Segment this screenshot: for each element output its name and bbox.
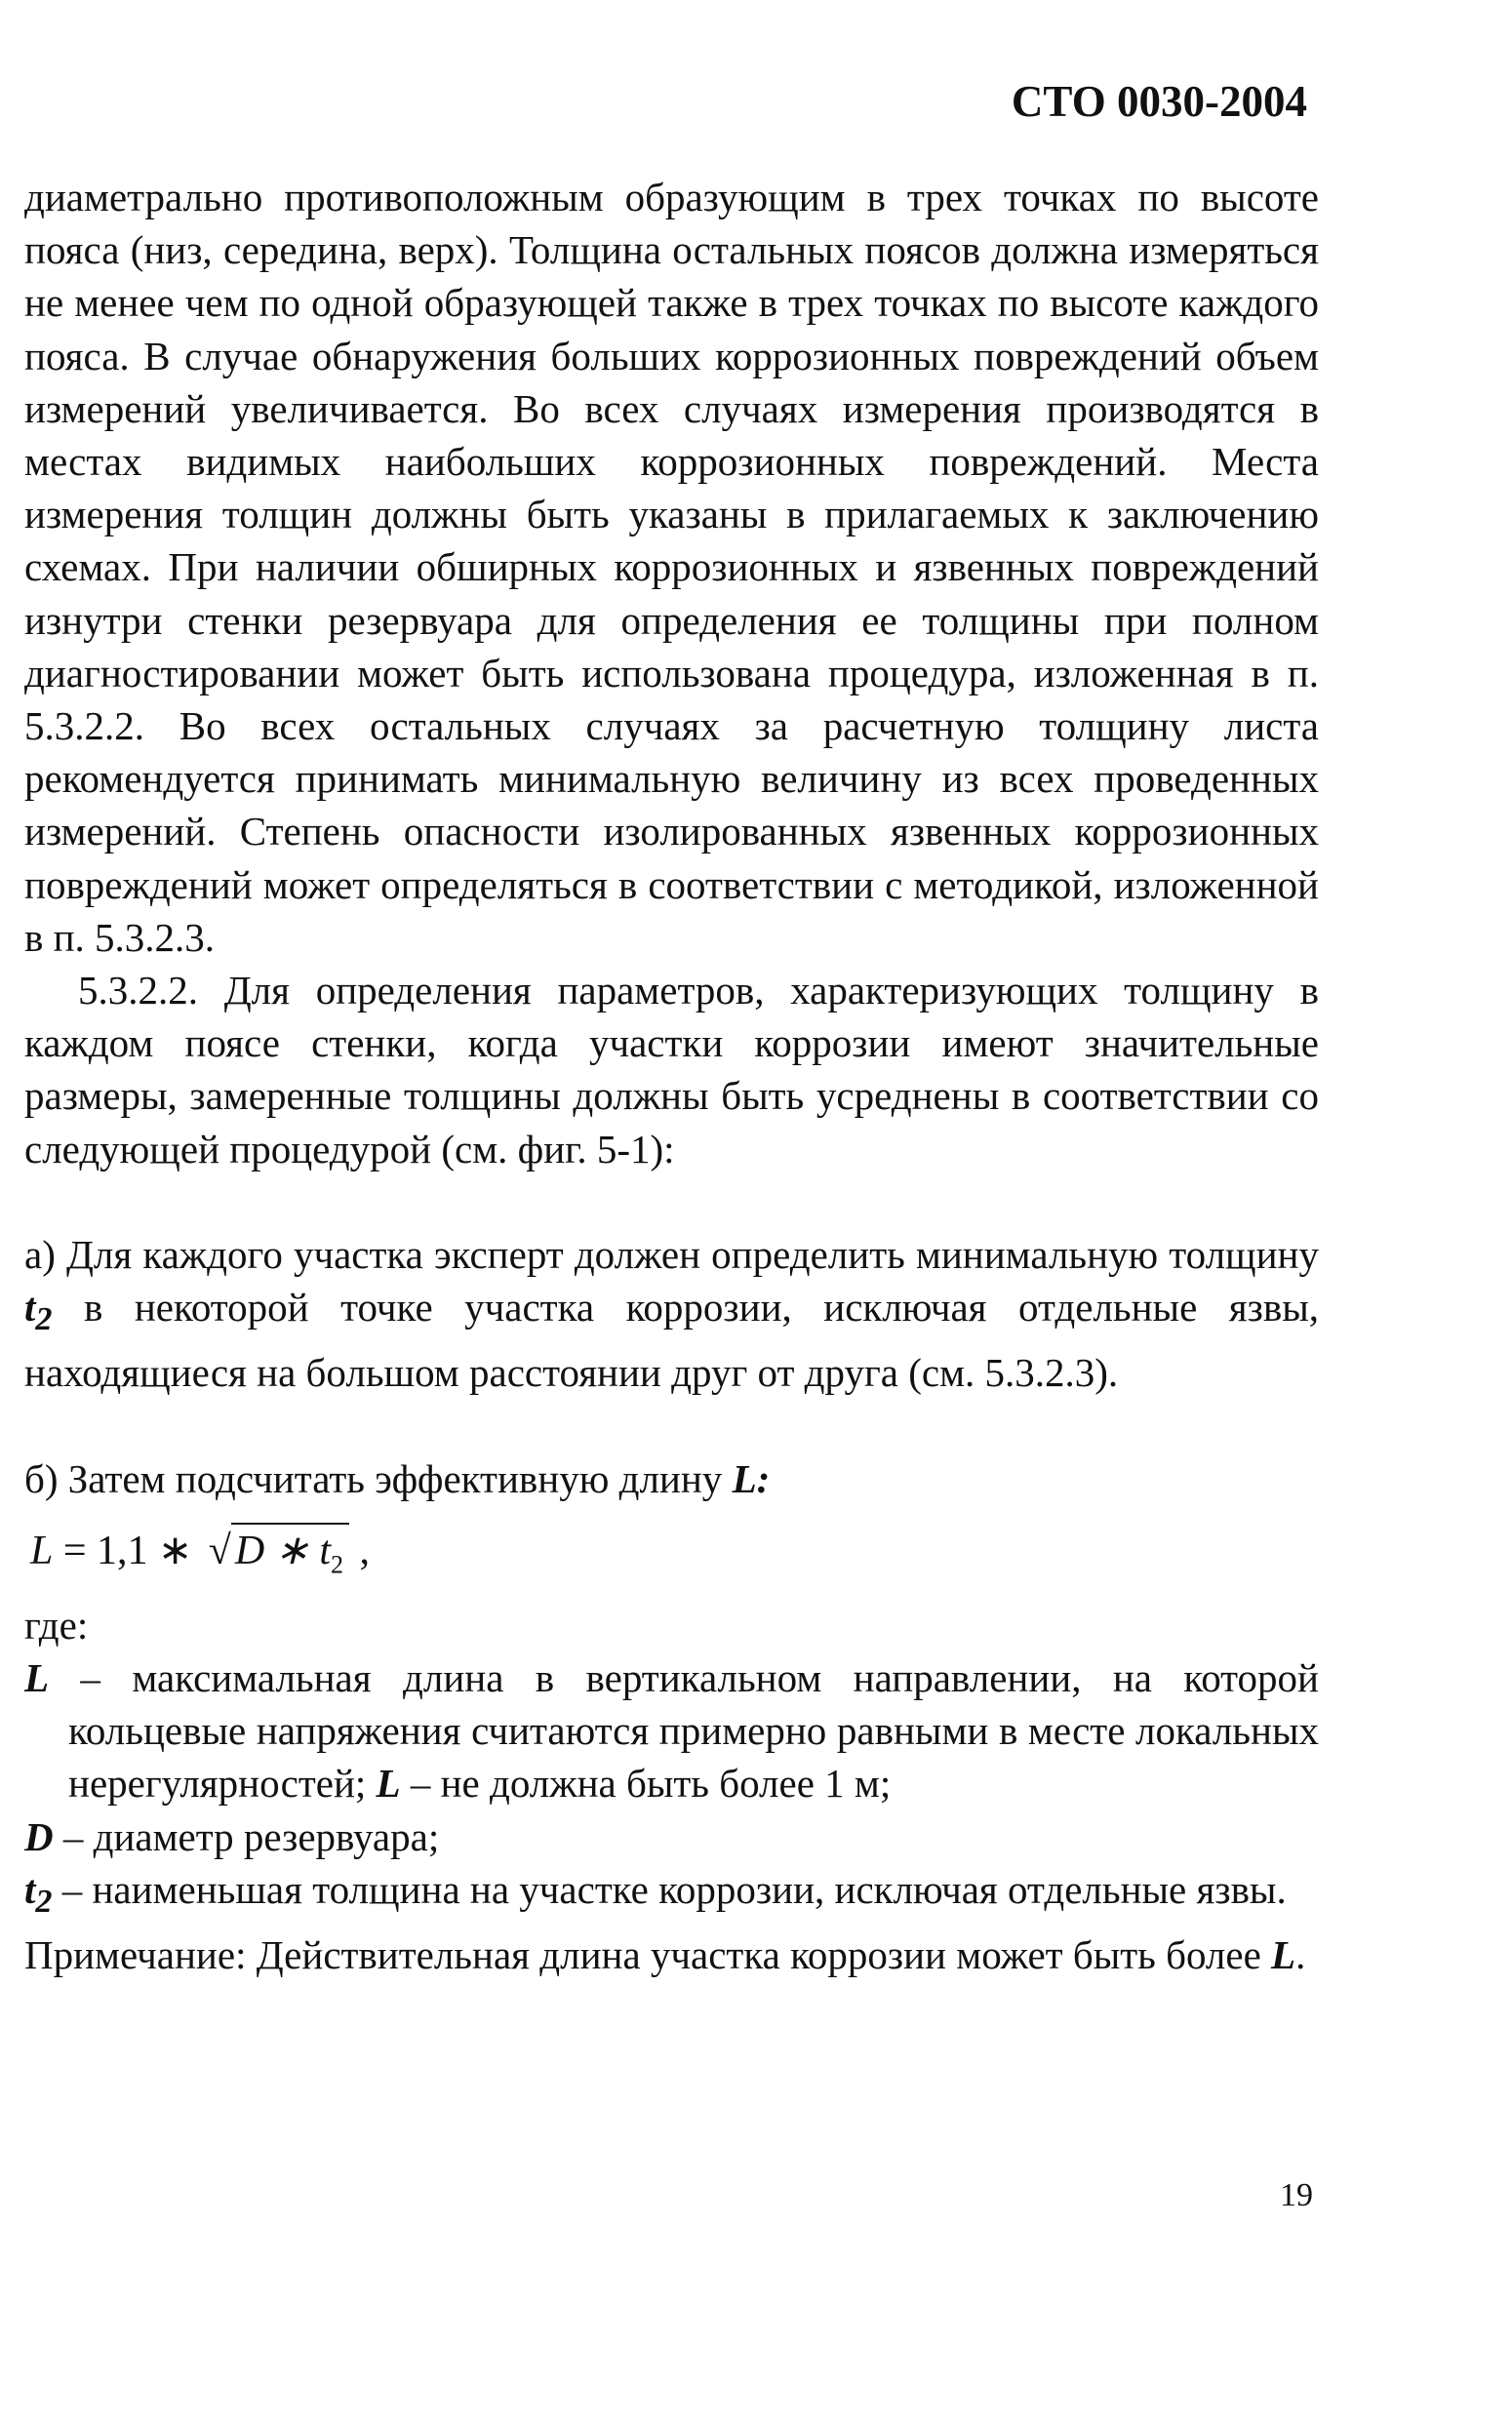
formula-lhs: L (30, 1528, 54, 1573)
paragraph-5-3-2-2: 5.3.2.2. Для определения параметров, характеризующих толщину в каждом поясе стенки, когда участки коррозии имеют значительные размеры, замеренные толщины должны быть усреднены в соответствии со следующей процедурой (см. фиг. 5-1): (24, 968, 1319, 1172)
definition-d: D – диаметр резервуара; (24, 1813, 440, 1859)
l-symbol: L (732, 1455, 757, 1501)
paragraph-item-a (24, 1228, 1319, 1400)
formula-sqrt (203, 1523, 349, 1592)
paragraph-item-b: б) Затем подсчитать эффективную длину L: (24, 1455, 771, 1501)
paragraph-measurements: диаметрально противоположным образующим в трех точках по высоте пояса (низ, середина, верх). Толщина остальных поясов должна измеряться не менее чем по одной образующей также в трех точках по высоте каждого пояса. В случае обнаружения больших коррозионных повреждений объем измерений увеличивается. Во всех случаях измерения производятся в местах видимых наибольших коррозионных повреждений. Места измерения толщин должны быть указаны в прилагаемых к заключению схемах. При наличии обширных коррозионных и язвенных повреждений изнутри стенки резервуара для определения ее толщины при полном диагностировании может быть использована процедура, изложенная в п. 5.3.2.2. Во всех остальных случаях за расчетную толщину листа рекомендуется принимать минимальную величину из всех проведенных измерений. Степень опасности изолированных язвенных коррозионных повреждений может определяться в соответствии с методикой, изложенной в п. 5.3.2.3. (24, 175, 1319, 960)
document-code-header: СТО 0030-2004 (1011, 77, 1307, 126)
effective-length-formula: L = 1,1 ∗ √D ∗ $t_2$ , (30, 1523, 1319, 1585)
sqrt-sign: √ (208, 1528, 231, 1573)
page-number: 19 (1280, 2177, 1313, 2213)
formula-equals: = 1,1 ∗ (53, 1528, 203, 1573)
formula-radicand: D ∗ $t_2$ (231, 1523, 349, 1592)
item-a-text-end: в некоторой точке участка коррозии, исключая отдельные язвы, находящиеся на большом расстоянии друг от друга (см. 5.3.2.3). (24, 1285, 1319, 1396)
definitions-list (24, 1651, 1319, 1928)
item-a-text-start: а) Для каждого участка эксперт должен определить минимальную толщину (24, 1231, 1319, 1277)
t2-symbol: $t_2$ (24, 1285, 53, 1338)
spacer (24, 1400, 1319, 1452)
where-label: где: (24, 1602, 89, 1648)
note: Примечание: Действительная длина участка коррозии может быть более L. (24, 1932, 1306, 1978)
definition-t2: $t_2$ – наименьшая толщина на участке коррозии, исключая отдельные язвы. (24, 1866, 1287, 1921)
body-text (24, 171, 1319, 1981)
definition-l: L – максимальная длина в вертикальном направлении, на которой кольцевые напряжения считаются примерно равными в месте локальных нерегулярностей; L – не должна быть более 1 м; (24, 1655, 1319, 1807)
spacer (24, 1175, 1319, 1228)
